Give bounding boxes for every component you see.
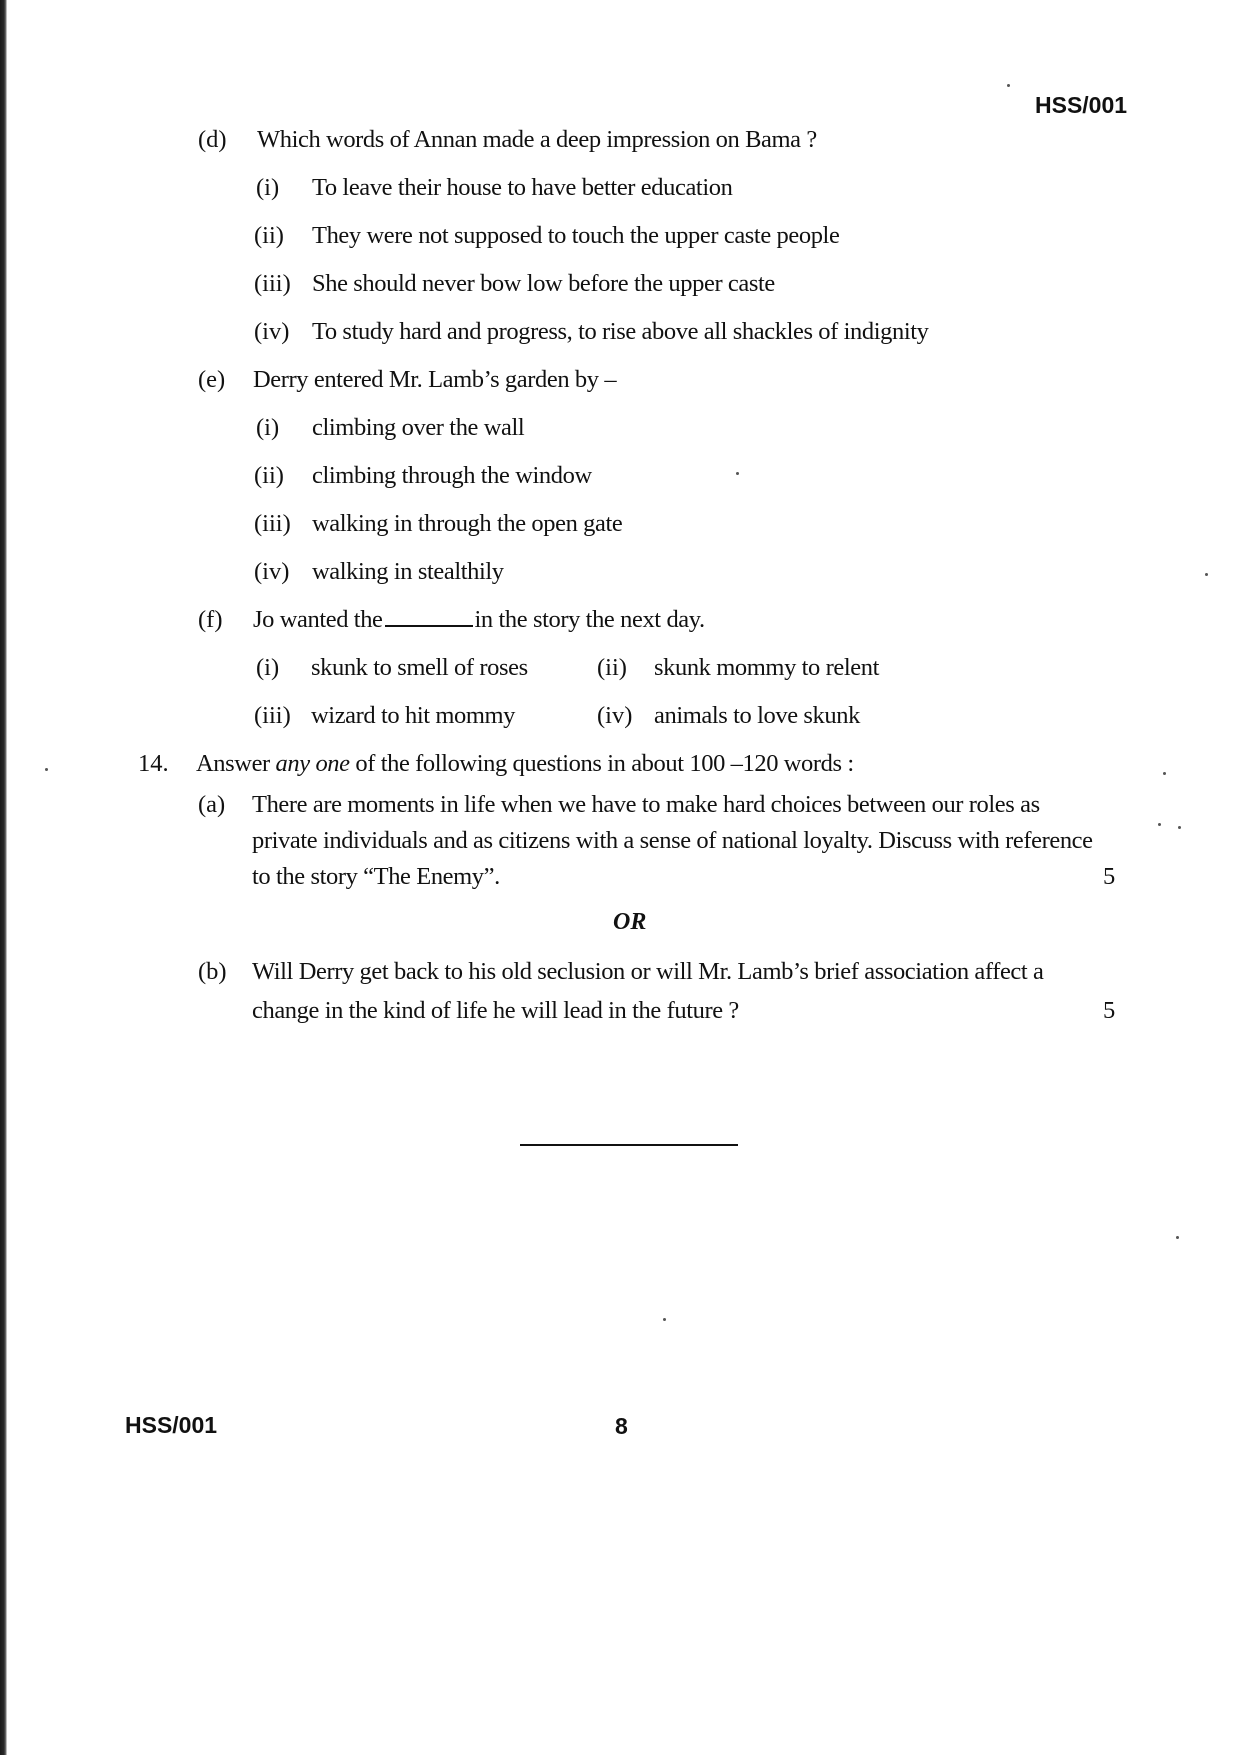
scan-speck <box>736 472 739 475</box>
option-number: (i) <box>256 414 280 441</box>
option-text: To leave their house to have better education <box>312 174 733 201</box>
q14b-marks: 5 <box>1103 997 1116 1024</box>
option-number: (iv) <box>254 318 290 345</box>
option-number: (iv) <box>597 702 633 729</box>
option-text: walking in through the open gate <box>312 510 623 537</box>
option-text: skunk to smell of roses <box>311 654 528 681</box>
option-number: (ii) <box>254 462 284 489</box>
option-number: (iv) <box>254 558 290 585</box>
q13f-question-start: Jo wanted the <box>253 606 383 633</box>
q14a-marks: 5 <box>1103 863 1116 890</box>
answer-blank <box>385 623 473 627</box>
option-text: animals to love skunk <box>654 702 860 729</box>
scan-speck <box>1163 772 1166 775</box>
option-text: walking in stealthily <box>312 558 504 585</box>
option-number: (ii) <box>254 222 284 249</box>
q14-instruction <box>196 750 854 778</box>
scan-speck <box>45 768 48 771</box>
option-number: (i) <box>256 654 280 681</box>
q13f-label: (f) <box>198 606 223 633</box>
option-number: (ii) <box>597 654 627 681</box>
option-text: wizard to hit mommy <box>311 702 516 729</box>
q14b-label: (b) <box>198 958 227 985</box>
option-text: She should never bow low before the upper caste <box>312 270 775 297</box>
scan-speck <box>1176 1236 1179 1239</box>
q14-instruction-emphasis: any one <box>275 750 350 777</box>
scan-speck <box>663 1318 666 1321</box>
option-text: skunk mommy to relent <box>654 654 880 681</box>
option-number: (iii) <box>254 510 291 537</box>
q14-instruction-end: of the following questions in about 100 –120 words : <box>355 750 854 777</box>
header-paper-code: HSS/001 <box>1035 92 1128 118</box>
q13f-question <box>253 606 705 634</box>
scan-speck <box>1158 823 1161 826</box>
q14a-line: to the story “The Enemy”. <box>252 863 500 890</box>
option-text: climbing through the window <box>312 462 592 489</box>
option-text: They were not supposed to touch the upper caste people <box>312 222 840 249</box>
scan-speck <box>1007 84 1010 87</box>
scan-edge <box>0 0 7 1755</box>
q13d-question: Which words of Annan made a deep impression on Bama ? <box>257 126 817 153</box>
end-of-paper-rule <box>520 1144 738 1146</box>
option-number: (iii) <box>254 702 291 729</box>
scan-speck <box>1178 826 1181 829</box>
option-number: (i) <box>256 174 280 201</box>
q14a-line: There are moments in life when we have to make hard choices between our roles as <box>252 791 1040 818</box>
q14b-line: change in the kind of life he will lead in the future ? <box>252 997 739 1024</box>
q14a-line: private individuals and as citizens with a sense of national loyalty. Discuss with reference <box>252 827 1093 854</box>
option-text: To study hard and progress, to rise above all shackles of indignity <box>312 318 929 345</box>
q13e-question: Derry entered Mr. Lamb’s garden by – <box>253 366 617 393</box>
q13f-question-end: in the story the next day. <box>474 606 705 633</box>
q14a-label: (a) <box>198 791 226 818</box>
page-number: 8 <box>615 1413 628 1439</box>
or-separator: OR <box>613 909 647 935</box>
scan-speck <box>1205 573 1208 576</box>
option-text: climbing over the wall <box>312 414 525 441</box>
footer-paper-code: HSS/001 <box>125 1412 218 1438</box>
q14b-line: Will Derry get back to his old seclusion or will Mr. Lamb’s brief association affect a <box>252 958 1044 985</box>
q14-instruction-start: Answer <box>196 750 270 777</box>
q14-number: 14. <box>138 750 169 777</box>
option-number: (iii) <box>254 270 291 297</box>
q13e-label: (e) <box>198 366 226 393</box>
q13d-label: (d) <box>198 126 227 153</box>
